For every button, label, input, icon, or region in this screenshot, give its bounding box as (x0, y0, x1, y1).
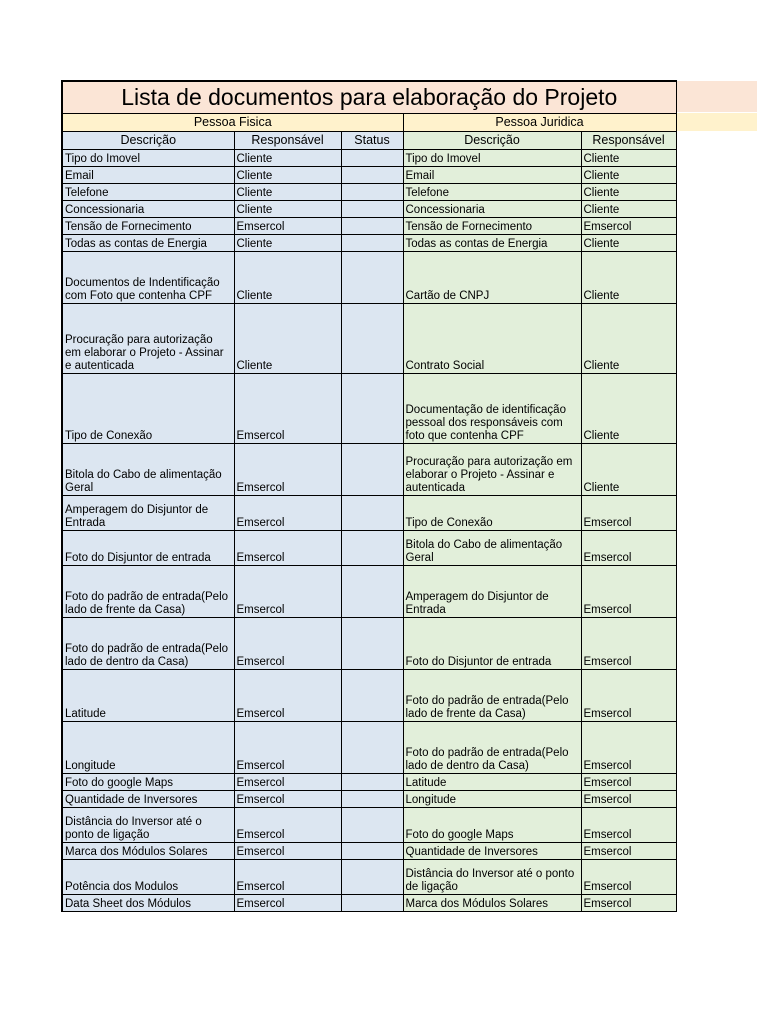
cell-pf-responsavel: Emsercol (234, 496, 341, 531)
cell-pf-responsavel: Emsercol (234, 774, 341, 791)
table-row (62, 531, 676, 566)
cell-pf-descricao: Longitude (62, 722, 234, 774)
cell-pf-descricao: Foto do padrão de entrada(Pelo lado de dentro da Casa) (62, 618, 234, 670)
header-pf-descricao: Descrição (62, 132, 234, 150)
cell-pf-descricao: Tipo de Conexão (62, 374, 234, 444)
cell-pj-responsavel: Emsercol (581, 566, 676, 618)
cell-pj-responsavel: Emsercol (581, 860, 676, 895)
cell-pf-status (341, 566, 403, 618)
cell-pj-responsavel: Emsercol (581, 496, 676, 531)
table-row (62, 235, 676, 252)
table-row (62, 843, 676, 860)
cell-pf-descricao: Data Sheet dos Módulos (62, 895, 234, 912)
group-row-extension (675, 113, 757, 131)
cell-pf-responsavel: Emsercol (234, 218, 341, 235)
cell-pf-descricao: Bitola do Cabo de alimentação Geral (62, 444, 234, 496)
cell-pj-responsavel: Cliente (581, 235, 676, 252)
cell-pf-descricao: Tensão de Fornecimento (62, 218, 234, 235)
cell-pj-responsavel: Emsercol (581, 791, 676, 808)
cell-pj-descricao: Foto do padrão de entrada(Pelo lado de dentro da Casa) (403, 722, 581, 774)
cell-pf-responsavel: Emsercol (234, 843, 341, 860)
cell-pj-responsavel: Cliente (581, 184, 676, 201)
cell-pj-descricao: Cartão de CNPJ (403, 252, 581, 304)
cell-pf-status (341, 304, 403, 374)
cell-pf-status (341, 218, 403, 235)
table-row (62, 150, 676, 167)
table-row (62, 670, 676, 722)
table-row (62, 496, 676, 531)
cell-pf-responsavel: Emsercol (234, 670, 341, 722)
cell-pf-responsavel: Cliente (234, 184, 341, 201)
cell-pf-status (341, 531, 403, 566)
cell-pj-descricao: Tipo de Conexão (403, 496, 581, 531)
cell-pf-descricao: Marca dos Módulos Solares (62, 843, 234, 860)
cell-pj-descricao: Amperagem do Disjuntor de Entrada (403, 566, 581, 618)
cell-pj-descricao: Todas as contas de Energia (403, 235, 581, 252)
cell-pf-status (341, 791, 403, 808)
cell-pf-descricao: Concessionaria (62, 201, 234, 218)
cell-pf-status (341, 618, 403, 670)
table-row (62, 808, 676, 843)
table-row (62, 895, 676, 912)
cell-pf-responsavel: Emsercol (234, 566, 341, 618)
cell-pf-status (341, 235, 403, 252)
cell-pf-responsavel: Emsercol (234, 722, 341, 774)
cell-pf-status (341, 860, 403, 895)
cell-pf-responsavel: Cliente (234, 235, 341, 252)
cell-pf-status (341, 808, 403, 843)
table-row (62, 860, 676, 895)
cell-pj-descricao: Marca dos Módulos Solares (403, 895, 581, 912)
cell-pf-status (341, 895, 403, 912)
cell-pf-responsavel: Emsercol (234, 618, 341, 670)
header-pj-descricao: Descrição (403, 132, 581, 150)
cell-pj-responsavel: Cliente (581, 201, 676, 218)
cell-pj-responsavel: Emsercol (581, 531, 676, 566)
cell-pj-descricao: Longitude (403, 791, 581, 808)
cell-pj-responsavel: Emsercol (581, 722, 676, 774)
cell-pj-responsavel: Emsercol (581, 218, 676, 235)
cell-pj-responsavel: Cliente (581, 444, 676, 496)
group-pessoa-juridica: Pessoa Juridica (403, 114, 676, 132)
cell-pf-responsavel: Emsercol (234, 374, 341, 444)
cell-pf-responsavel: Emsercol (234, 895, 341, 912)
cell-pf-responsavel: Emsercol (234, 444, 341, 496)
table-row (62, 201, 676, 218)
cell-pj-descricao: Bitola do Cabo de alimentação Geral (403, 531, 581, 566)
cell-pj-descricao: Latitude (403, 774, 581, 791)
cell-pj-descricao: Telefone (403, 184, 581, 201)
column-header-row (62, 132, 676, 150)
cell-pf-status (341, 670, 403, 722)
cell-pf-status (341, 184, 403, 201)
cell-pj-responsavel: Emsercol (581, 774, 676, 791)
cell-pf-responsavel: Cliente (234, 167, 341, 184)
documents-table (61, 80, 677, 912)
cell-pf-responsavel: Emsercol (234, 791, 341, 808)
cell-pj-responsavel: Emsercol (581, 618, 676, 670)
cell-pj-descricao: Tensão de Fornecimento (403, 218, 581, 235)
cell-pf-descricao: Email (62, 167, 234, 184)
cell-pf-responsavel: Cliente (234, 201, 341, 218)
table-row (62, 444, 676, 496)
cell-pj-descricao: Email (403, 167, 581, 184)
cell-pf-status (341, 201, 403, 218)
cell-pf-descricao: Procuração para autorização em elaborar o Projeto - Assinar e autenticada (62, 304, 234, 374)
cell-pj-descricao: Foto do padrão de entrada(Pelo lado de frente da Casa) (403, 670, 581, 722)
cell-pj-responsavel: Cliente (581, 150, 676, 167)
cell-pf-responsavel: Emsercol (234, 531, 341, 566)
cell-pf-descricao: Foto do padrão de entrada(Pelo lado de frente da Casa) (62, 566, 234, 618)
table-row (62, 722, 676, 774)
header-pf-responsavel: Responsável (234, 132, 341, 150)
table-row (62, 618, 676, 670)
cell-pj-responsavel: Cliente (581, 252, 676, 304)
cell-pf-responsavel: Cliente (234, 252, 341, 304)
table-row (62, 184, 676, 201)
table-row (62, 374, 676, 444)
cell-pf-status (341, 374, 403, 444)
cell-pj-responsavel: Emsercol (581, 670, 676, 722)
group-header-row (62, 114, 676, 132)
cell-pj-responsavel: Cliente (581, 374, 676, 444)
cell-pf-descricao: Distância do Inversor até o ponto de ligação (62, 808, 234, 843)
cell-pf-responsavel: Cliente (234, 304, 341, 374)
table-row (62, 218, 676, 235)
cell-pf-responsavel: Emsercol (234, 860, 341, 895)
cell-pf-descricao: Quantidade de Inversores (62, 791, 234, 808)
cell-pj-descricao: Contrato Social (403, 304, 581, 374)
table-row (62, 791, 676, 808)
cell-pj-responsavel: Emsercol (581, 843, 676, 860)
cell-pj-descricao: Procuração para autorização em elaborar o Projeto - Assinar e autenticada (403, 444, 581, 496)
cell-pj-responsavel: Cliente (581, 167, 676, 184)
cell-pj-descricao: Distância do Inversor até o ponto de ligação (403, 860, 581, 895)
table-row (62, 774, 676, 791)
cell-pf-status (341, 444, 403, 496)
title-row-extension (675, 81, 757, 112)
cell-pf-status (341, 843, 403, 860)
cell-pj-descricao: Documentação de identificação pessoal dos responsáveis com foto que contenha CPF (403, 374, 581, 444)
cell-pf-status (341, 150, 403, 167)
cell-pj-descricao: Tipo do Imovel (403, 150, 581, 167)
cell-pj-descricao: Foto do google Maps (403, 808, 581, 843)
cell-pf-status (341, 252, 403, 304)
cell-pj-descricao: Foto do Disjuntor de entrada (403, 618, 581, 670)
page-title: Lista de documentos para elaboração do Projeto (62, 81, 676, 114)
cell-pf-descricao: Tipo do Imovel (62, 150, 234, 167)
cell-pf-descricao: Amperagem do Disjuntor de Entrada (62, 496, 234, 531)
cell-pf-status (341, 496, 403, 531)
cell-pf-descricao: Foto do Disjuntor de entrada (62, 531, 234, 566)
cell-pf-responsavel: Cliente (234, 150, 341, 167)
table-row (62, 566, 676, 618)
cell-pj-descricao: Quantidade de Inversores (403, 843, 581, 860)
cell-pj-responsavel: Emsercol (581, 808, 676, 843)
table-row (62, 252, 676, 304)
cell-pf-status (341, 167, 403, 184)
header-pj-responsavel: Responsável (581, 132, 676, 150)
group-pessoa-fisica: Pessoa Fisica (62, 114, 403, 132)
table-row (62, 304, 676, 374)
cell-pj-descricao: Concessionaria (403, 201, 581, 218)
cell-pf-status (341, 722, 403, 774)
cell-pf-descricao: Documentos de Indentificação com Foto que contenha CPF (62, 252, 234, 304)
table-row (62, 167, 676, 184)
title-row (62, 81, 676, 114)
cell-pj-responsavel: Cliente (581, 304, 676, 374)
cell-pf-descricao: Latitude (62, 670, 234, 722)
cell-pf-descricao: Foto do google Maps (62, 774, 234, 791)
cell-pf-status (341, 774, 403, 791)
cell-pf-descricao: Todas as contas de Energia (62, 235, 234, 252)
cell-pf-descricao: Telefone (62, 184, 234, 201)
header-pf-status: Status (341, 132, 403, 150)
cell-pj-responsavel: Emsercol (581, 895, 676, 912)
cell-pf-responsavel: Emsercol (234, 808, 341, 843)
cell-pf-descricao: Potência dos Modulos (62, 860, 234, 895)
